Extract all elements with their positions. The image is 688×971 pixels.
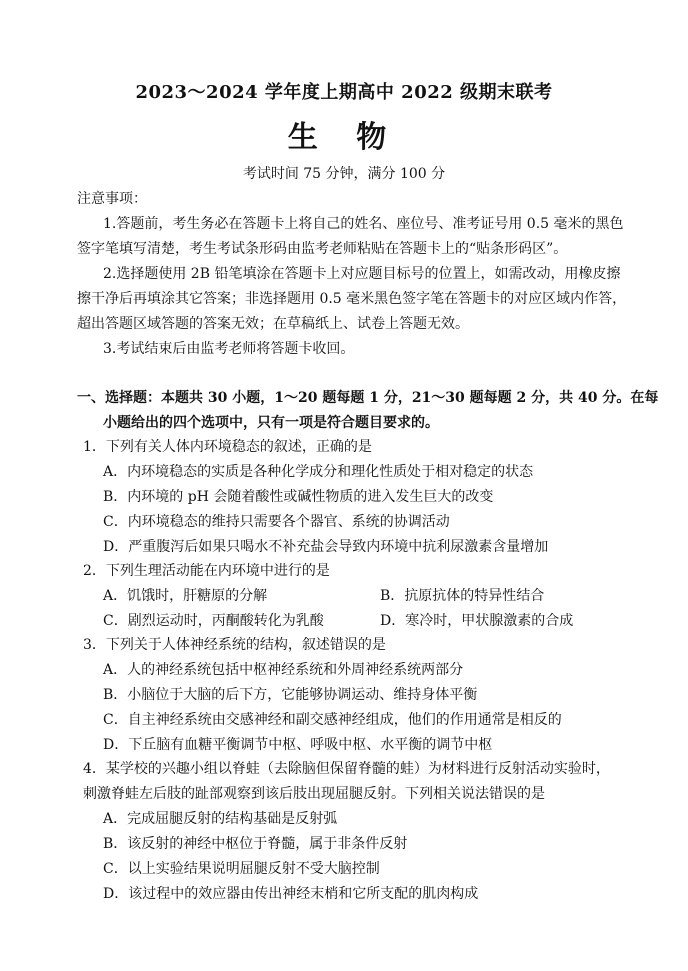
notice-line: 2.选择题使用 2B 铅笔填涂在答题卡上对应题目标号的位置上，如需改动，用橡皮擦 xyxy=(103,266,621,282)
question-2-option-a: A．饥饿时，肝糖原的分解 xyxy=(103,588,268,604)
question-4-option-c: C．以上实验结果说明屈腿反射不受大脑控制 xyxy=(103,861,380,877)
question-4-option-d: D．该过程中的效应器由传出神经末梢和它所支配的肌肉构成 xyxy=(103,886,479,902)
question-4-stem: 4．某学校的兴趣小组以脊蛙（去除脑但保留脊髓的蛙）为材料进行反射活动实验时， xyxy=(83,761,610,777)
exam-time-info: 考试时间 75 分钟，满分 100 分 xyxy=(242,166,446,182)
subject-title: 生 物 xyxy=(287,120,401,155)
notice-line: 3.考试结束后由监考老师将答题卡收回。 xyxy=(103,341,355,357)
exam-title: 2023～2024 学年度上期高中 2022 级期末联考 xyxy=(135,82,553,103)
question-3-stem: 3．下列关于人体神经系统的结构，叙述错误的是 xyxy=(83,637,386,653)
question-2-option-d: D．寒冷时，甲状腺激素的合成 xyxy=(380,613,574,629)
notice-heading: 注意事项： xyxy=(77,191,147,207)
notice-line: 1.答题前，考生务必在答题卡上将自己的姓名、座位号、准考证号用 0.5 毫米的黑色 xyxy=(103,216,624,232)
question-4-option-a: A．完成屈腿反射的结构基础是反射弧 xyxy=(103,811,338,827)
question-2-stem: 2．下列生理活动能在内环境中进行的是 xyxy=(83,563,330,579)
question-1-option-a: A．内环境稳态的实质是各种化学成分和理化性质处于相对稳定的状态 xyxy=(103,464,534,480)
question-4-option-b: B．该反射的神经中枢位于脊髓，属于非条件反射 xyxy=(103,836,408,852)
section-heading: 一、选择题：本题共 30 小题，1～20 题每题 1 分，21～30 题每题 2 分，共 40 分。在每 xyxy=(77,390,659,406)
question-1-option-c: C．内环境稳态的维持只需要各个器官、系统的协调活动 xyxy=(103,514,450,530)
question-1-option-d: D．严重腹泻后如果只喝水不补充盐会导致内环境中抗利尿激素含量增加 xyxy=(103,539,549,555)
question-1-option-b: B．内环境的 pH 会随着酸性或碱性物质的进入发生巨大的改变 xyxy=(103,489,494,505)
question-4-stem-cont: 刺激脊蛙左后肢的趾部观察到该后肢出现屈腿反射。下列相关说法错误的是 xyxy=(83,786,545,802)
question-1-stem: 1．下列有关人体内环境稳态的叙述，正确的是 xyxy=(83,439,372,455)
question-3-option-b: B．小脑位于大脑的后下方，它能够协调运动、维持身体平衡 xyxy=(103,687,478,703)
notice-line: 签字笔填写清楚，考生考试条形码由监考老师粘贴在答题卡上的“贴条形码区”。 xyxy=(77,241,568,257)
question-3-option-c: C．自主神经系统由交感神经和副交感神经组成，他们的作用通常是相反的 xyxy=(103,712,562,728)
section-heading-cont: 小题给出的四个选项中，只有一项是符合题目要求的。 xyxy=(103,415,439,431)
question-3-option-d: D．下丘脑有血糖平衡调节中枢、呼吸中枢、水平衡的调节中枢 xyxy=(103,737,493,753)
question-2-option-c: C．剧烈运动时，丙酮酸转化为乳酸 xyxy=(103,613,324,629)
notice-line: 擦干净后再填涂其它答案；非选择题用 0.5 毫米黑色签字笔在答题卡的对应区域内作答， xyxy=(77,291,627,307)
notice-line: 超出答题区域答题的答案无效；在草稿纸上、试卷上答题无效。 xyxy=(77,316,469,332)
question-3-option-a: A．人的神经系统包括中枢神经系统和外周神经系统两部分 xyxy=(103,662,464,678)
question-2-option-b: B．抗原抗体的特异性结合 xyxy=(380,588,545,604)
